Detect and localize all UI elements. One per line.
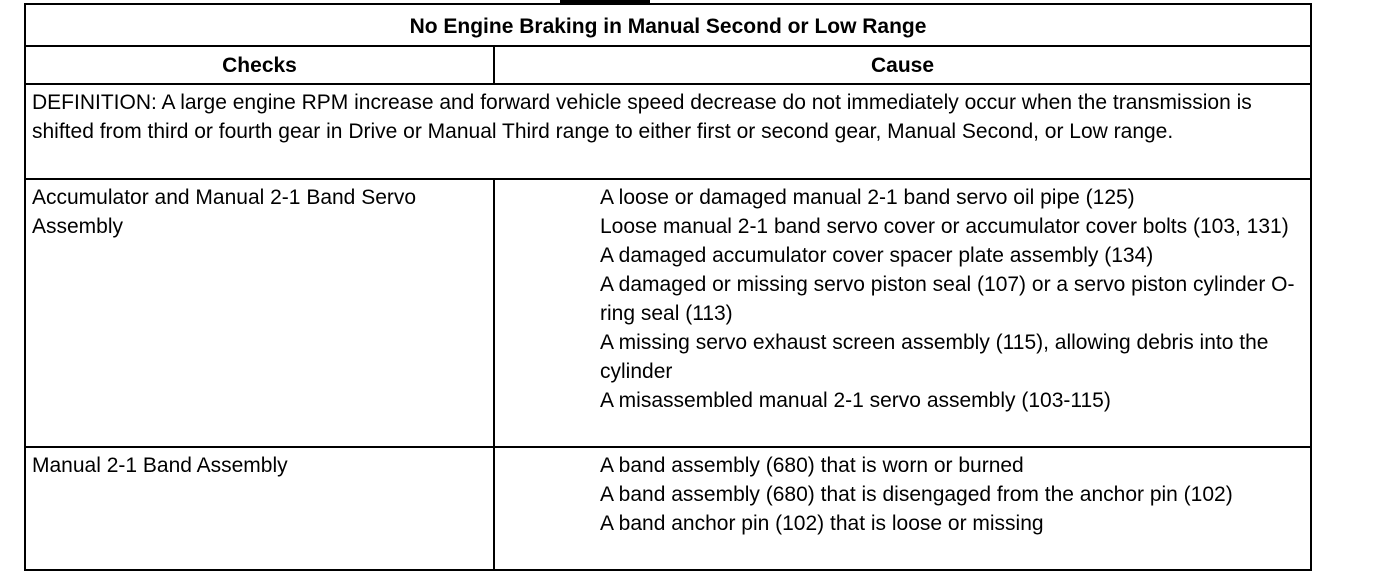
header-checks: Checks (25, 46, 494, 84)
title-row (25, 4, 1311, 46)
cause-item: Loose manual 2-1 band servo cover or accumulator cover bolts (103, 131) (600, 215, 1289, 238)
cause-item: A misassembled manual 2-1 servo assembly (103-115) (600, 389, 1111, 412)
cause-item: A band assembly (680) that is disengaged from the anchor pin (102) (600, 483, 1233, 506)
cause-item: A damaged accumulator cover spacer plate assembly (134) (600, 244, 1154, 267)
diagnostic-table (24, 3, 1312, 571)
definition-text: DEFINITION: A large engine RPM increase and forward vehicle speed decrease do not immediately occur when the transmission is shifted from third or fourth gear in Drive or Manual Third range to either first or second gear, Manual Second, or Low range. (25, 84, 1311, 179)
cause-item: A loose or damaged manual 2-1 band servo oil pipe (125) (600, 186, 1135, 209)
check-cell: Manual 2-1 Band Assembly (25, 447, 494, 570)
table-row (25, 447, 1311, 570)
header-cause: Cause (494, 46, 1311, 84)
definition-row (25, 84, 1311, 179)
table-row (25, 179, 1311, 447)
check-cell: Accumulator and Manual 2-1 Band Servo Assembly (25, 179, 494, 447)
cause-item: A missing servo exhaust screen assembly (115), allowing debris into the cylinder (600, 331, 1269, 383)
cause-item: A band anchor pin (102) that is loose or missing (600, 512, 1044, 535)
table-title: No Engine Braking in Manual Second or Low Range (25, 4, 1311, 46)
cause-cell (494, 179, 1311, 447)
cause-item: A band assembly (680) that is worn or burned (600, 454, 1024, 477)
header-row (25, 46, 1311, 84)
cause-cell (494, 447, 1311, 570)
cause-item: A damaged or missing servo piston seal (107) or a servo piston cylinder O-ring seal (113) (600, 273, 1295, 325)
